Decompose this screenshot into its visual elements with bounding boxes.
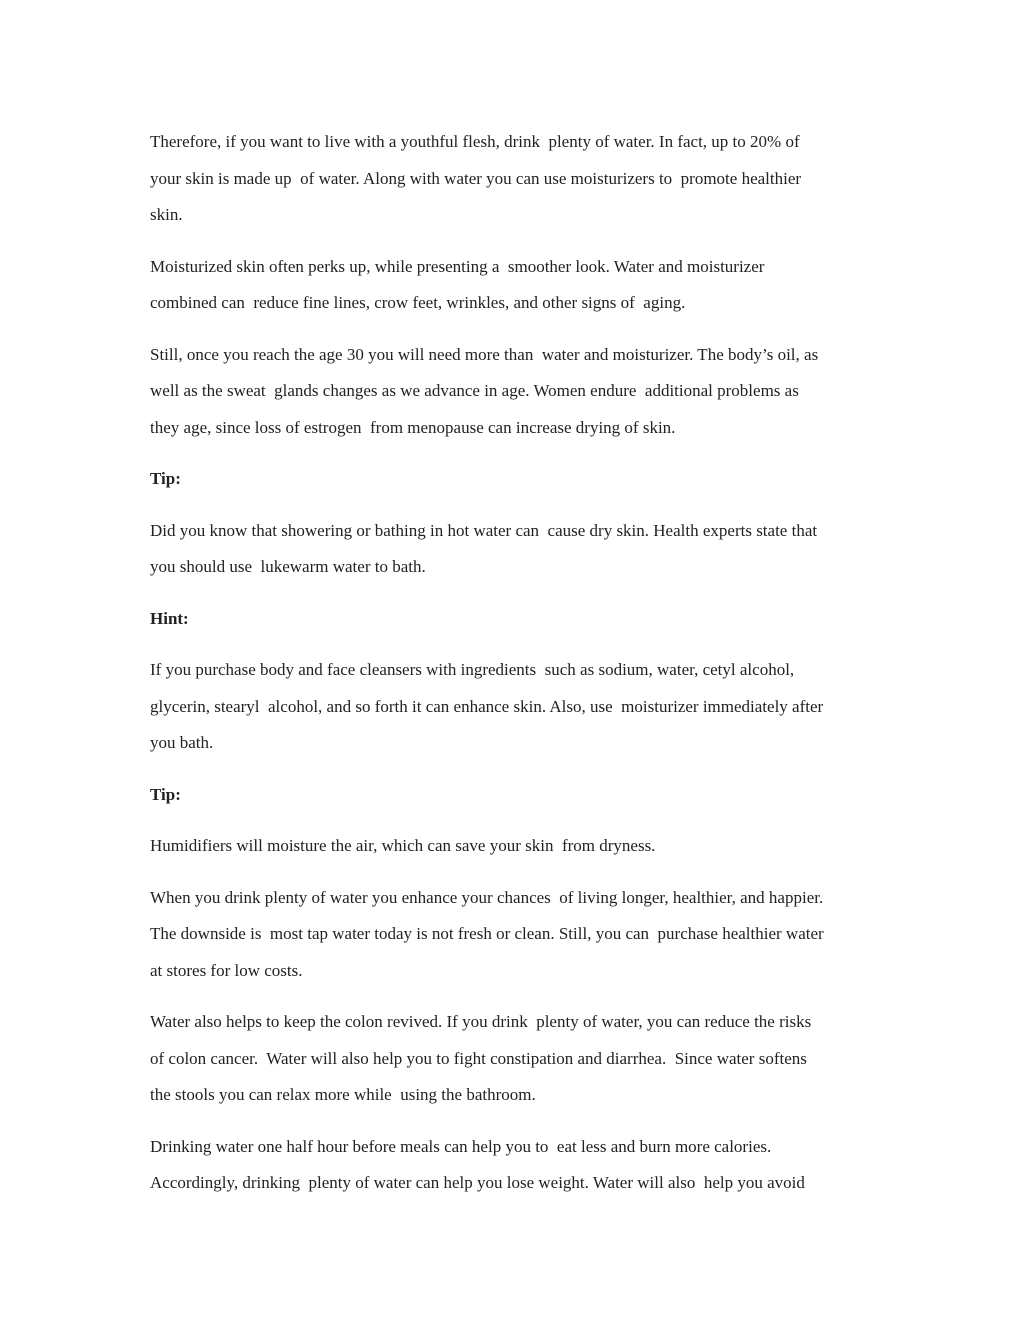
paragraph [150, 513, 895, 586]
text-line: When you drink plenty of water you enhance your chances of living longer, healthier, and happier. [150, 887, 824, 907]
text-line: your skin is made up of water. Along with water you can use moisturizers to promote healthier [150, 168, 802, 188]
text-line: Did you know that showering or bathing in hot water can cause dry skin. Health experts state that [150, 520, 818, 540]
text-line: Therefore, if you want to live with a youthful flesh, drink plenty of water. In fact, up to 20% of [150, 132, 800, 151]
paragraph [150, 1004, 895, 1114]
text-line: you bath. [150, 733, 214, 752]
text-line: The downside is most tap water today is not fresh or clean. Still, you can purchase healthier water [150, 924, 824, 943]
section-heading-hint [150, 601, 895, 638]
text-line: combined can reduce fine lines, crow feet, wrinkles, and other signs of aging. [150, 293, 686, 312]
text-line: Still, once you reach the age 30 you will need more than water and moisturizer. The body’s oil, as [150, 344, 819, 364]
document-page [150, 124, 895, 1202]
text-line: Drinking water one half hour before meals can help you to eat less and burn more calories. [150, 1136, 772, 1156]
text-line: at stores for low costs. [150, 960, 303, 980]
paragraph [150, 249, 895, 322]
heading-text: Hint: [150, 608, 189, 628]
text-line: Water also helps to keep the colon revived. If you drink plenty of water, you can reduce the risks [150, 1012, 812, 1031]
section-heading-tip [150, 461, 895, 498]
text-line: If you purchase body and face cleansers with ingredients such as sodium, water, cetyl alcohol, [150, 660, 795, 679]
paragraph [150, 652, 895, 762]
paragraph [150, 124, 895, 234]
text-line: glycerin, stearyl alcohol, and so forth it can enhance skin. Also, use moisturizer immediately after [150, 696, 824, 716]
heading-text: Tip: [150, 469, 181, 488]
text-line: the stools you can relax more while using the bathroom. [150, 1085, 536, 1104]
heading-text: Tip: [150, 784, 181, 804]
text-line: you should use lukewarm water to bath. [150, 557, 426, 576]
paragraph [150, 1129, 895, 1202]
section-heading-tip [150, 777, 895, 814]
text-line: they age, since loss of estrogen from menopause can increase drying of skin. [150, 417, 676, 437]
paragraph [150, 880, 895, 990]
text-line: well as the sweat glands changes as we advance in age. Women endure additional problems as [150, 381, 799, 400]
text-line: Moisturized skin often perks up, while presenting a smoother look. Water and moisturizer [150, 256, 765, 276]
paragraph [150, 828, 895, 865]
paragraph [150, 337, 895, 447]
text-line: Humidifiers will moisture the air, which can save your skin from dryness. [150, 836, 656, 855]
text-line: Accordingly, drinking plenty of water can help you lose weight. Water will also help you avoid [150, 1173, 805, 1192]
text-line: skin. [150, 205, 183, 224]
text-line: of colon cancer. Water will also help you to fight constipation and diarrhea. Since water softens [150, 1048, 807, 1068]
